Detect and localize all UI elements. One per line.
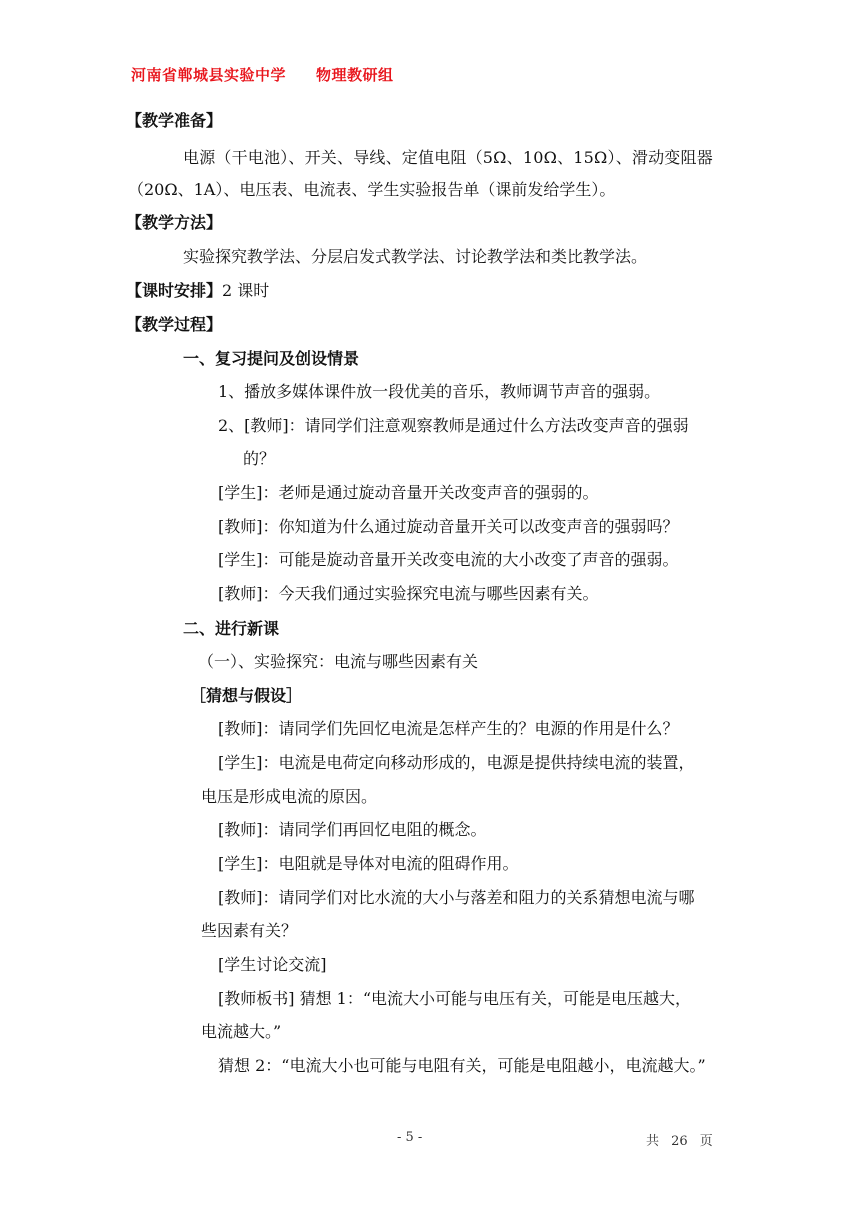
part2-line-7: [教师板书] 猜想 1：“电流大小可能与电压有关，可能是电压越大，: [218, 989, 692, 1008]
part2-line-5: [教师]：请同学们对比水流的大小与落差和阻力的关系猜想电流与哪: [218, 888, 695, 907]
schedule-line: [126, 281, 269, 301]
part2-line-6: [学生讨论交流]: [218, 955, 327, 974]
process-heading: 【教学过程】: [126, 315, 223, 334]
part2-line-2b: 电压是形成电流的原因。: [201, 787, 378, 806]
part1-line-2: 2、[教师]：请同学们注意观察教师是通过什么方法改变声音的强弱: [218, 416, 689, 435]
schedule-value: 2 课时: [222, 281, 270, 300]
schedule-heading: 【课时安排】: [126, 281, 223, 300]
prep-line-2: （20Ω、1A）、电压表、电流表、学生实验报告单（课前发给学生）。: [128, 180, 616, 199]
part2-subheading: （一）、实验探究：电流与哪些因素有关: [198, 652, 479, 671]
method-line: 实验探究教学法、分层启发式教学法、讨论教学法和类比教学法。: [183, 247, 648, 266]
part1-line-1: 1、播放多媒体课件放一段优美的音乐，教师调节声音的强弱。: [218, 382, 661, 401]
page-total: 共 26 页: [646, 1134, 713, 1149]
part1-line-5: [学生]：可能是旋动音量开关改变电流的大小改变了声音的强弱。: [218, 550, 679, 569]
prep-line-1: 电源（干电池）、开关、导线、定值电阻（5Ω、10Ω、15Ω）、滑动变阻器: [183, 148, 713, 167]
page-header: [131, 64, 424, 85]
prep-heading: 【教学准备】: [126, 111, 223, 130]
part1-line-4: [教师]：你知道为什么通过旋动音量开关可以改变声音的强弱吗？: [218, 517, 679, 536]
part1-line-2b: 的？: [243, 449, 276, 468]
page-number: - 5 -: [397, 1130, 423, 1145]
part2-line-7b: 电流越大。”: [201, 1022, 282, 1041]
part1-heading: 一、复习提问及创设情景: [183, 349, 360, 368]
school-name: 河南省郸城县实验中学: [131, 66, 287, 84]
part2-line-2: [学生]：电流是电荷定向移动形成的，电源是提供持续电流的装置，: [218, 753, 695, 772]
part2-line-1: [教师]：请同学们先回忆电流是怎样产生的？电源的作用是什么？: [218, 719, 679, 738]
method-heading: 【教学方法】: [126, 213, 223, 232]
group-name: 物理教研组: [316, 66, 394, 84]
part2-line-3: [教师]：请同学们再回忆电阻的概念。: [218, 820, 487, 839]
part2-line-4: [学生]：电阻就是导体对电流的阻碍作用。: [218, 854, 519, 873]
part2-line-8: 猜想 2：“电流大小也可能与电阻有关，可能是电阻越小，电流越大。”: [218, 1056, 706, 1075]
guess-heading: ［猜想与假设］: [190, 686, 303, 705]
part2-line-5b: 些因素有关？: [201, 921, 298, 940]
part1-line-3: [学生]：老师是通过旋动音量开关改变声音的强弱的。: [218, 483, 599, 502]
part2-heading: 二、进行新课: [183, 619, 280, 638]
part1-line-6: [教师]：今天我们通过实验探究电流与哪些因素有关。: [218, 584, 599, 603]
